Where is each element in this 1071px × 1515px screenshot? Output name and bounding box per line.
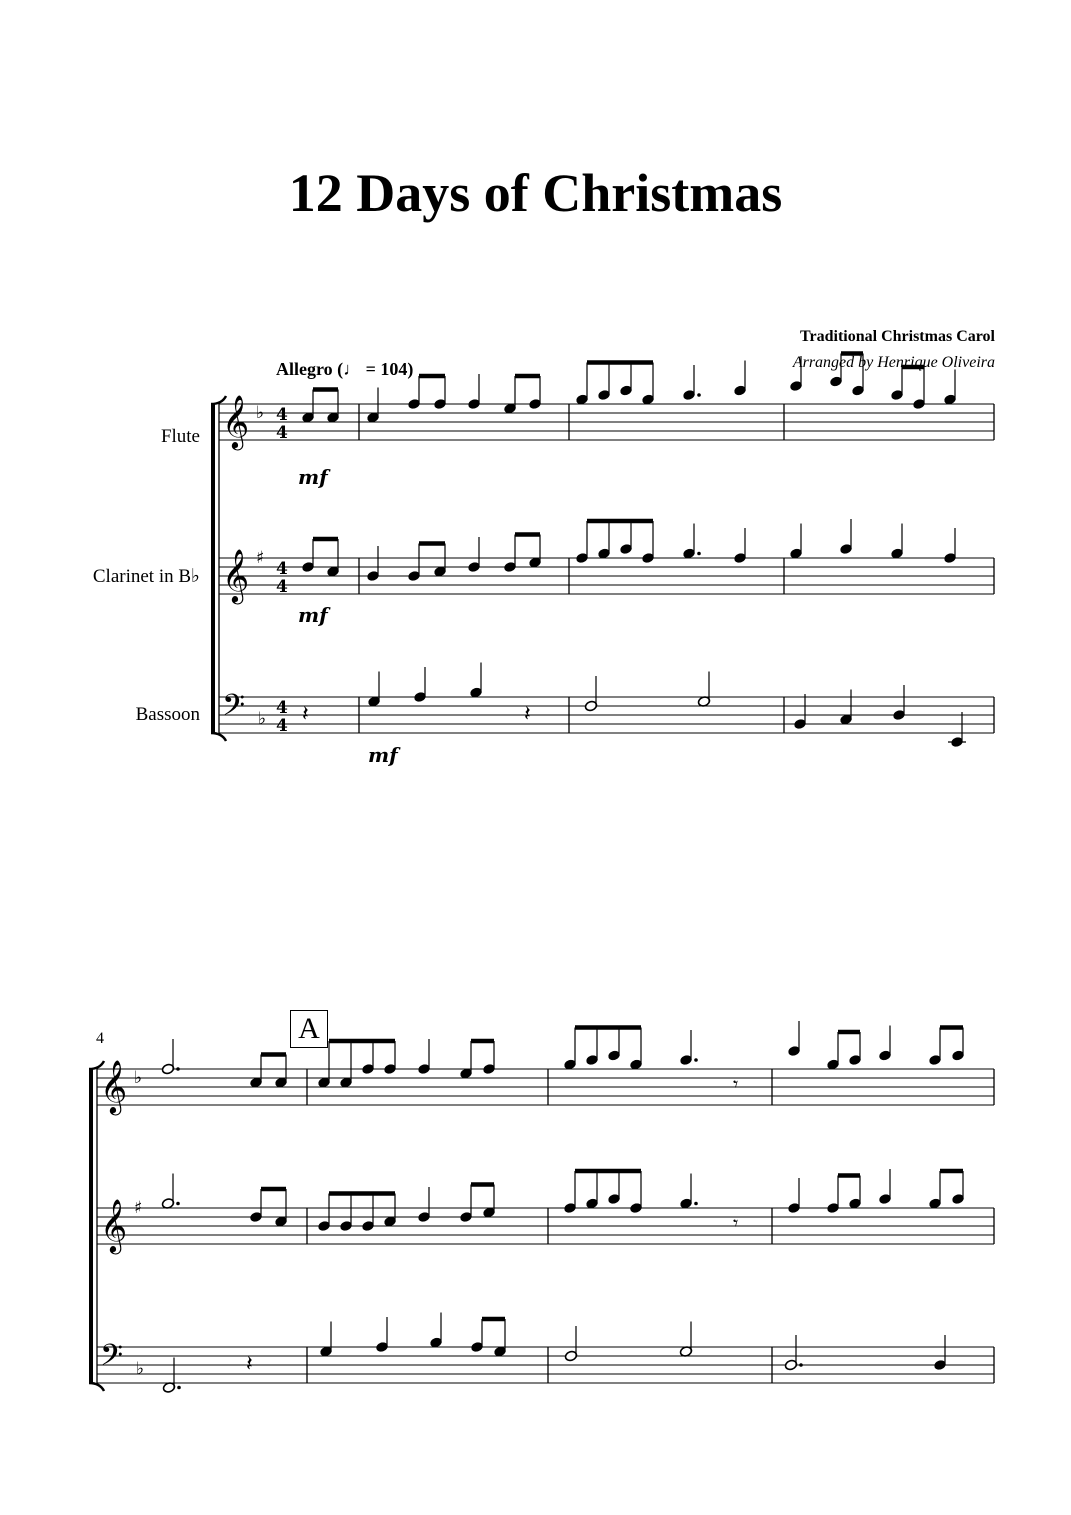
augmentation-dot xyxy=(694,1202,698,1206)
instrument-label-clarinet: Clarinet in B♭ xyxy=(92,566,200,587)
score-title: 12 Days of Christmas xyxy=(288,163,783,223)
eighth-rest: 𝄾 xyxy=(733,1211,739,1235)
bass-clef-icon: 𝄢 xyxy=(100,1339,124,1380)
augmentation-dot xyxy=(799,1363,803,1367)
quarter-rest: 𝄽 xyxy=(524,702,531,727)
treble-clef-icon: 𝄞 xyxy=(222,394,250,448)
tempo-bpm: = 104) xyxy=(365,359,414,379)
composer-credit: Traditional Christmas Carol xyxy=(800,328,995,345)
augmentation-dot xyxy=(697,393,701,397)
flat-sign: ♭ xyxy=(134,1068,143,1088)
augmentation-dot xyxy=(177,1386,181,1390)
augmentation-dot xyxy=(697,552,701,556)
system-bracket-bottom xyxy=(89,1383,104,1391)
sharp-sign: ♯ xyxy=(134,1198,143,1218)
arranger-credit: Arranged by Henrique Oliveira xyxy=(792,354,995,371)
flat-sign: ♭ xyxy=(136,1359,145,1379)
dynamic-marking-clarinet: mf xyxy=(298,603,328,627)
flat-sign: ♭ xyxy=(258,709,267,729)
time-signature-numerator: 4 xyxy=(276,559,288,579)
treble-clef-icon: 𝄞 xyxy=(100,1198,128,1252)
sharp-sign: ♯ xyxy=(256,548,265,568)
measure-number: 4 xyxy=(96,1030,104,1047)
instrument-label-bassoon: Bassoon xyxy=(135,704,200,725)
tempo-text: Allegro ( xyxy=(276,359,344,379)
quarter-note-icon: ♩ xyxy=(343,359,362,379)
quarter-rest: 𝄽 xyxy=(246,1352,253,1377)
bass-clef-icon: 𝄢 xyxy=(222,689,246,730)
treble-clef-icon: 𝄞 xyxy=(100,1059,128,1113)
augmentation-dot xyxy=(176,1202,180,1206)
instrument-label-flute: Flute xyxy=(160,426,200,447)
dynamic-marking-flute: mf xyxy=(298,465,328,489)
time-signature-denominator: 4 xyxy=(276,716,288,736)
time-signature-numerator: 4 xyxy=(276,405,288,425)
time-signature-numerator: 4 xyxy=(276,698,288,718)
flat-sign: ♭ xyxy=(256,403,265,423)
augmentation-dot xyxy=(694,1058,698,1062)
time-signature-denominator: 4 xyxy=(276,423,288,443)
rehearsal-mark: A xyxy=(290,1010,328,1048)
dynamic-marking-bassoon: mf xyxy=(368,743,398,767)
augmentation-dot xyxy=(176,1067,180,1071)
treble-clef-icon: 𝄞 xyxy=(222,548,250,602)
system-bracket-bottom xyxy=(211,733,226,741)
eighth-rest: 𝄾 xyxy=(733,1072,739,1096)
quarter-rest: 𝄽 xyxy=(302,702,309,727)
time-signature-denominator: 4 xyxy=(276,577,288,597)
